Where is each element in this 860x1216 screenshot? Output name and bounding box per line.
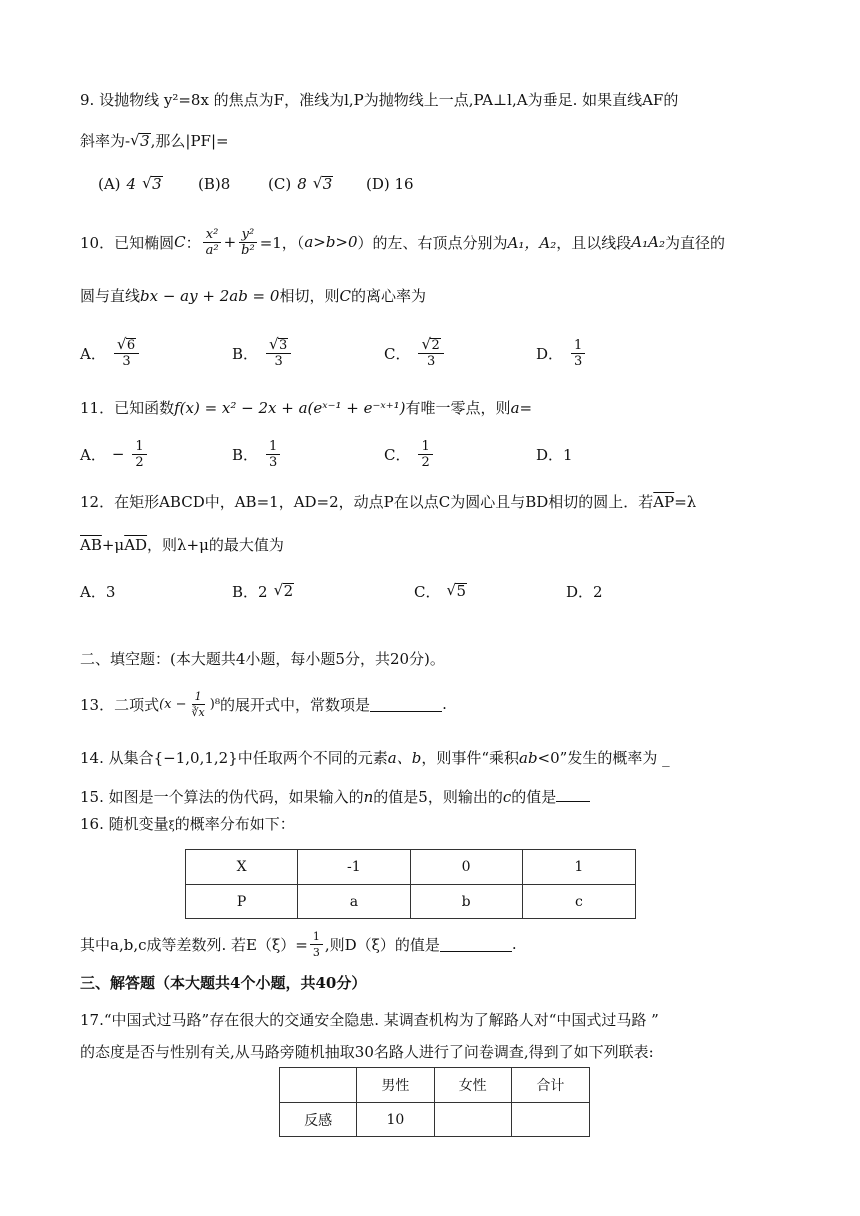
q11-function: f(x) = x² − 2x + a(eˣ⁻¹ + e⁻ˣ⁺¹) (174, 399, 406, 417)
q13-frac: $\frac{1}{∛x}$ (191, 689, 205, 719)
q15-line: 15. 如图是一个算法的伪代码，如果输入的n的值是5，则输出的c的值是 (80, 786, 790, 808)
q9-sqrt: √ 3 (130, 130, 151, 152)
q10-option-b: B． √ $\frac{3}{3}$ (232, 331, 293, 375)
q10-frac-y: $\frac{\text{y²}}{\text{b²}}$ (238, 227, 258, 258)
q10-frac-x: $\frac{\text{x²}}{\text{a²}}$ (203, 227, 222, 258)
q9-line2-a: 斜率为- (80, 132, 131, 150)
q9-options (80, 164, 780, 204)
q9-line2 (80, 130, 790, 152)
q13-line: 13．二项式 (x − $\frac{1}{∛x}$ )⁸ 的展开式中，常数项是 . (80, 689, 447, 719)
q11-option-a: A． − $\frac{1}{2}$ (80, 432, 149, 476)
table-row: 反感 10 (280, 1103, 590, 1137)
q15-answer-blank (556, 787, 590, 802)
q12-option-a: A．3 (80, 582, 116, 601)
q12-line1: 12．在矩形ABCD中，AB=1，AD=2，动点P在以点C为圆心且与BD相切的圆上．若$\overline{AP}=\lambda$ (80, 493, 697, 511)
table-row: P a b c (186, 885, 636, 919)
q9-option-c: (C) 8 √ 3 (268, 164, 333, 204)
section3-heading: 三、解答题（本大题共4个小题，共40分） (80, 974, 367, 992)
q9-option-a: (A) 4 √ 3 (98, 164, 163, 204)
table-row: X -1 0 1 (186, 850, 636, 885)
q10-line2: 圆与直线bx − ay + 2ab = 0相切，则C的离心率为 (80, 287, 426, 305)
q12-option-b: B．2 √ 2 (232, 571, 294, 611)
q14-line: 14. 从集合{−1,0,1,2}中任取两个不同的元素a、b，则事件“乘积ab<0”发生的概率为 _ (80, 749, 670, 767)
q16-after-line: 其中a,b,c成等差数列. 若E（ξ）= $\frac{1}{3}$ ,则D（ξ）的值是 . (80, 929, 517, 959)
q12-option-c: C． √ 5 (414, 571, 467, 611)
q12-option-d: D．2 (566, 582, 603, 601)
q16-answer-blank (440, 937, 512, 952)
q11-option-b: B． $\frac{1}{3}$ (232, 432, 282, 476)
q16-distribution-table (185, 849, 636, 919)
q9-line2-b: ,那么|PF|= (150, 132, 229, 150)
q11-line1: 11．已知函数f(x) = x² − 2x + a(eˣ⁻¹ + e⁻ˣ⁺¹)有唯一零点，则a= (80, 399, 533, 417)
q12-vector-ab: $\overline{AB}$ (80, 536, 102, 554)
table-row: 男性 女性 合计 (280, 1068, 590, 1103)
q13-answer-blank (370, 697, 442, 712)
q11-options (80, 432, 780, 476)
q10-option-a: A． √ $\frac{6}{3}$ (80, 331, 141, 375)
q10-option-d: D． $\frac{1}{3}$ (536, 331, 587, 375)
q10-line1: 10．已知椭圆 C ： $\frac{\text{x²}}{\text{a²}}$ + $\frac{\text{y²}}{\text{b²}}$ =1，（ a>b>0 ）的左、右顶点分别为 A₁，A₂ ，且以线段 A₁A₂ 为直径的 (80, 226, 725, 258)
q17-contingency-table (279, 1067, 590, 1137)
q12-options (80, 571, 780, 611)
q16-line: 16. 随机变量ξ的概率分布如下： (80, 815, 295, 833)
q12-vector-ad: $\overline{AD}$ (124, 536, 148, 554)
q12-line2: $\overline{AB}+\mu\overline{AD}$，则λ+μ的最大值为 (80, 536, 284, 554)
q10-option-c: C． √ $\frac{2}{3}$ (384, 331, 446, 375)
q9-line1: 9. 设抛物线 y²=8x 的焦点为F，准线为l,P为抛物线上一点,PA⊥l,A为垂足. 如果直线AF的 (80, 91, 679, 109)
q9-option-d: (D) 16 (366, 175, 414, 193)
section2-heading: 二、填空题：(本大题共4小题，每小题5分，共20分)。 (80, 650, 445, 668)
q10-options (80, 331, 780, 375)
q17-line2: 的态度是否与性别有关,从马路旁随机抽取30名路人进行了问卷调查,得到了如下列联表: (80, 1043, 654, 1061)
q9-option-b: (B)8 (198, 175, 231, 193)
q11-option-c: C． $\frac{1}{2}$ (384, 432, 435, 476)
q17-line1: 17.“中国式过马路”存在很大的交通安全隐患. 某调查机构为了解路人对“中国式过马路 ” (80, 1011, 659, 1029)
q12-vector-ap: $\overline{AP}$ (653, 493, 675, 511)
q11-option-d: D．1 (536, 445, 573, 464)
